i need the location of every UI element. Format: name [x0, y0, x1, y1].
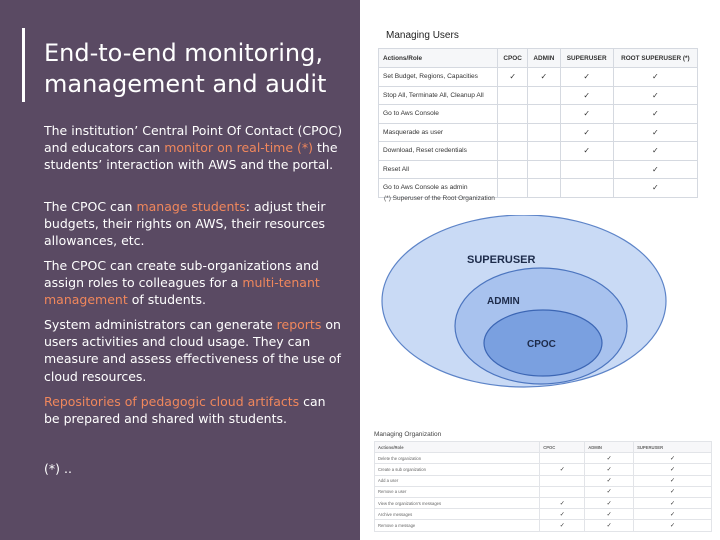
managing-users-row [379, 68, 698, 87]
empty-cell [528, 123, 561, 142]
paragraph-text: The CPOC can create sub-organizations and assign roles to colleagues for a [44, 258, 319, 291]
slide-title: End-to-end monitoring, management and audit [44, 39, 327, 98]
roles-diagram [360, 215, 720, 415]
empty-cell [528, 105, 561, 124]
paragraph-text: of students. [127, 292, 206, 308]
checkmark-icon: ✓ [540, 509, 585, 520]
paragraph-text: on users activities and cloud usage. They can measure and assess effectiveness of the use of cloud resources. [44, 317, 341, 384]
action-cell: Create a sub organization [375, 464, 540, 475]
empty-cell [560, 179, 613, 198]
empty-cell [560, 160, 613, 179]
checkmark-icon: ✓ [540, 464, 585, 475]
paragraph-text: The institution’ Central Point Of Contact (CPOC) and educators can [44, 123, 343, 156]
paragraph-monitoring [44, 122, 344, 174]
empty-cell [540, 475, 585, 486]
managing-org-row [375, 464, 712, 475]
action-cell: Masquerade as user [379, 123, 498, 142]
checkmark-icon: ✓ [634, 520, 712, 531]
column-header: ROOT SUPERUSER (*) [613, 49, 697, 68]
checkmark-icon: ✓ [634, 464, 712, 475]
empty-cell [498, 105, 528, 124]
paragraph-repositories [44, 393, 344, 427]
highlighted-text: multi-tenant management [44, 275, 320, 308]
column-header: ADMIN [528, 49, 561, 68]
action-cell: Reset All [379, 160, 498, 179]
managing-org-row [375, 520, 712, 531]
column-header: Actions/Role [379, 49, 498, 68]
superuser-label: SUPERUSER [467, 254, 536, 266]
managing-users-row [379, 160, 698, 179]
action-cell: Go to Aws Console as admin [379, 179, 498, 198]
action-cell: Go to Aws Console [379, 105, 498, 124]
checkmark-icon: ✓ [585, 453, 634, 464]
managing-org-row [375, 509, 712, 520]
paragraph-manage-students [44, 198, 344, 250]
checkmark-icon: ✓ [585, 509, 634, 520]
paragraph-text: can be prepared and shared with students. [44, 394, 326, 427]
action-cell: Remove a user [375, 486, 540, 497]
checkmark-icon: ✓ [613, 142, 697, 161]
managing-users-body [379, 68, 698, 198]
checkmark-icon: ✓ [560, 68, 613, 87]
managing-users-row [379, 86, 698, 105]
empty-cell [528, 179, 561, 198]
highlighted-text: reports [276, 317, 322, 332]
checkmark-icon: ✓ [585, 520, 634, 531]
paragraph-reports [44, 316, 344, 385]
paragraph-text: : adjust their budgets, their rights on AWS, their resources allowances, etc. [44, 199, 326, 249]
action-cell: Download, Reset credentials [379, 142, 498, 161]
empty-cell [498, 179, 528, 198]
managing-users-title: Managing Users [386, 30, 459, 41]
checkmark-icon: ✓ [560, 123, 613, 142]
empty-cell [498, 160, 528, 179]
empty-cell [540, 453, 585, 464]
column-header: ADMIN [585, 442, 634, 453]
checkmark-icon: ✓ [585, 475, 634, 486]
checkmark-icon: ✓ [560, 142, 613, 161]
empty-cell [540, 486, 585, 497]
cpoc-label: CPOC [527, 339, 556, 350]
checkmark-icon: ✓ [634, 453, 712, 464]
empty-cell [498, 123, 528, 142]
empty-cell [528, 142, 561, 161]
checkmark-icon: ✓ [634, 497, 712, 508]
root-superuser-footnote: (*) Superuser of the Root Organization [384, 195, 495, 202]
managing-org-row [375, 486, 712, 497]
managing-org-table [374, 441, 712, 532]
checkmark-icon: ✓ [634, 486, 712, 497]
column-header: SUPERUSER [560, 49, 613, 68]
right-panel [360, 0, 720, 540]
checkmark-icon: ✓ [634, 509, 712, 520]
empty-cell [498, 142, 528, 161]
managing-org-title: Managing Organization [374, 431, 442, 438]
managing-org-row [375, 497, 712, 508]
action-cell: View the organization's messages [375, 497, 540, 508]
highlighted-text: manage students [136, 199, 246, 214]
managing-org-body [375, 453, 712, 531]
managing-org-row [375, 453, 712, 464]
checkmark-icon: ✓ [585, 464, 634, 475]
managing-users-header-row [379, 49, 698, 68]
empty-cell [528, 160, 561, 179]
managing-users-table [378, 48, 698, 198]
checkmark-icon: ✓ [634, 475, 712, 486]
highlighted-text: Repositories of pedagogic cloud artifacts [44, 394, 300, 409]
checkmark-icon: ✓ [585, 497, 634, 508]
managing-org-header-row [375, 442, 712, 453]
action-cell: Remove a message [375, 520, 540, 531]
managing-users-row [379, 142, 698, 161]
action-cell: Archive messages [375, 509, 540, 520]
checkmark-icon: ✓ [613, 123, 697, 142]
managing-users-row [379, 123, 698, 142]
checkmark-icon: ✓ [540, 520, 585, 531]
admin-label: ADMIN [487, 296, 520, 307]
checkmark-icon: ✓ [613, 160, 697, 179]
column-header: Actions/Role [375, 442, 540, 453]
empty-cell [498, 86, 528, 105]
checkmark-icon: ✓ [540, 497, 585, 508]
action-cell: Set Budget, Regions, Capacities [379, 68, 498, 87]
paragraph-text: The CPOC can [44, 199, 137, 214]
paragraph-footnote-marker [44, 460, 344, 477]
paragraph-text: the students’ interaction with AWS and the portal. [44, 140, 338, 173]
checkmark-icon: ✓ [613, 68, 697, 87]
action-cell: Delete the organization [375, 453, 540, 464]
action-cell: Add a user [375, 475, 540, 486]
column-header: SUPERUSER [634, 442, 712, 453]
checkmark-icon: ✓ [613, 179, 697, 198]
paragraph-text: (*) .. [44, 461, 72, 476]
checkmark-icon: ✓ [613, 86, 697, 105]
empty-cell [528, 86, 561, 105]
paragraph-multi-tenant [44, 257, 344, 309]
checkmark-icon: ✓ [560, 86, 613, 105]
highlighted-text: monitor on real-time (*) [164, 140, 314, 156]
checkmark-icon: ✓ [613, 105, 697, 124]
managing-org-row [375, 475, 712, 486]
column-header: CPOC [540, 442, 585, 453]
managing-users-row [379, 105, 698, 124]
checkmark-icon: ✓ [498, 68, 528, 87]
action-cell: Stop All, Terminate All, Cleanup All [379, 86, 498, 105]
checkmark-icon: ✓ [528, 68, 561, 87]
checkmark-icon: ✓ [585, 486, 634, 497]
column-header: CPOC [498, 49, 528, 68]
checkmark-icon: ✓ [560, 105, 613, 124]
title-accent-bar [22, 28, 25, 102]
paragraph-text: System administrators can generate [44, 317, 277, 332]
